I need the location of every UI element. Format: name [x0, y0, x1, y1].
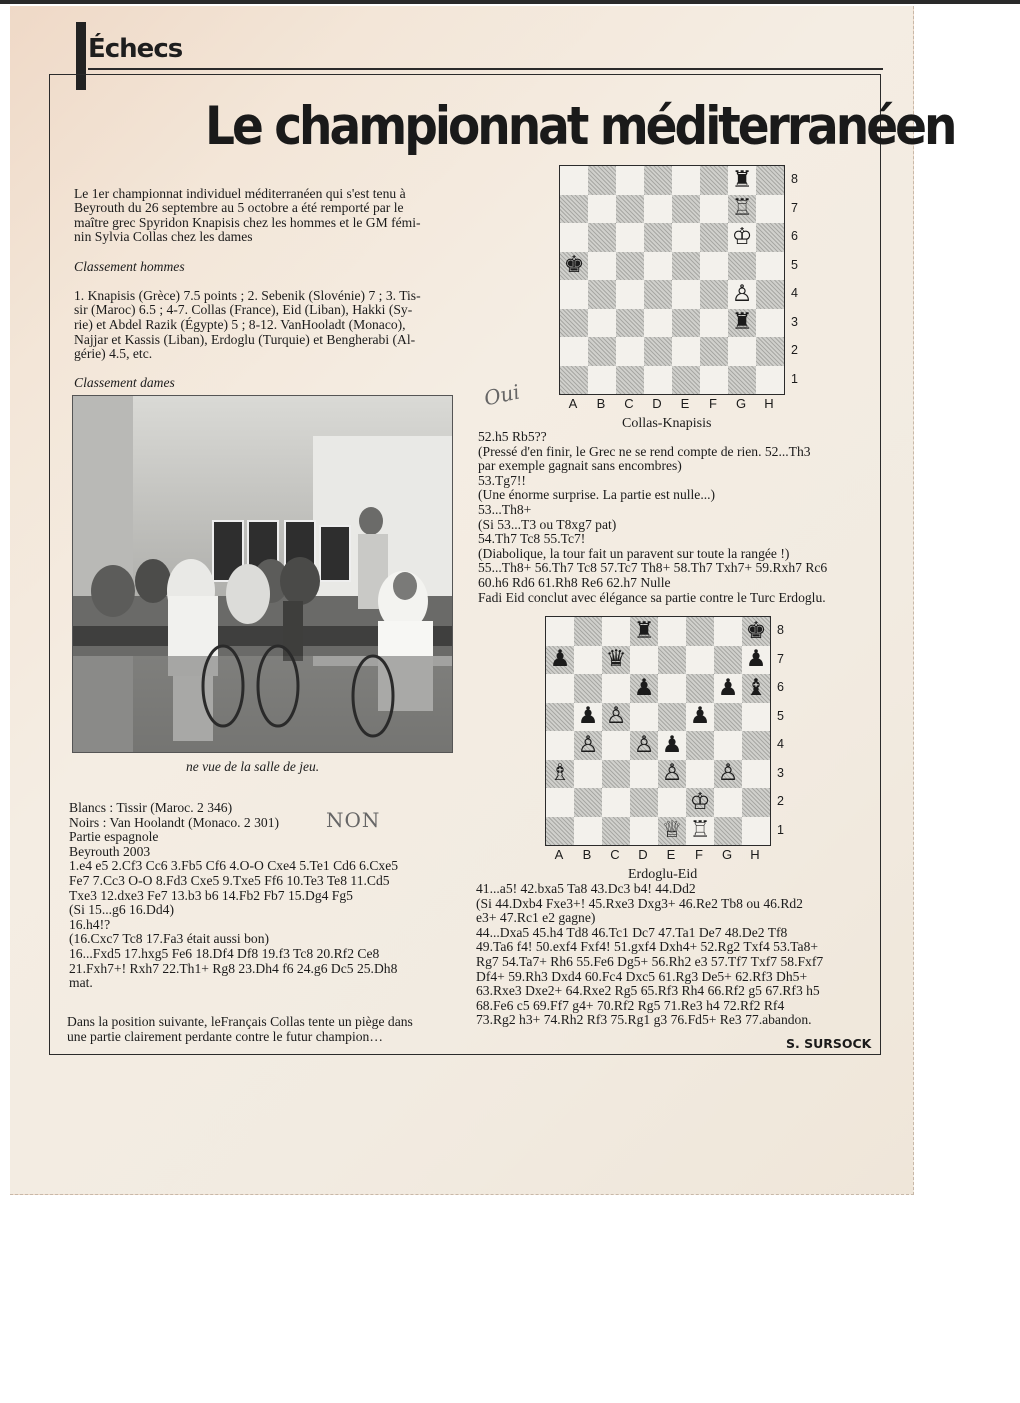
notes2-line: 44...Dxa5 45.h4 Td8 46.Tc1 Dc7 47.Ta1 De7 48.De2 Tf8 [476, 924, 788, 940]
board-square [742, 674, 770, 703]
board-square [742, 817, 770, 846]
file-label: G [721, 847, 733, 862]
board-square [560, 252, 588, 281]
board1-files [559, 396, 783, 411]
board-square [644, 252, 672, 281]
board-square [742, 760, 770, 789]
file-label: D [652, 396, 662, 411]
game1-line: Fe7 7.Cc3 O-O 8.Fd3 Cxe5 9.Txe5 Ff6 10.Te3 Te8 11.Cd5 [69, 872, 390, 888]
chess-piece-icon: ♟ [633, 674, 655, 701]
men-line: rie) et Abdel Razik (Égypte) 5 ; 8-12. VanHooladt (Monaco), [74, 316, 406, 332]
notes1-line: 52.h5 Rb5?? [478, 429, 547, 444]
board-square [686, 703, 714, 732]
board-square [658, 703, 686, 732]
board-square [672, 223, 700, 252]
board-square [560, 337, 588, 366]
board-square [714, 703, 742, 732]
board-square [756, 337, 784, 366]
board-square [616, 366, 644, 395]
board-square [728, 195, 756, 224]
notes2-line: 63.Rxe3 Dxe2+ 64.Rxe2 Rg5 65.Rf3 Rh4 66.Rf2 g5 67.Rf3 h5 [476, 983, 820, 999]
board-square [672, 166, 700, 195]
board-square [602, 646, 630, 675]
board-square [644, 280, 672, 309]
photo-illustration [73, 396, 452, 752]
rank-label: 3 [777, 765, 784, 780]
board-square [700, 223, 728, 252]
notes1-line: 53...Th8+ [478, 501, 532, 517]
chess-piece-icon: ♚ [563, 252, 585, 279]
board-square [672, 195, 700, 224]
rank-label: 3 [791, 314, 798, 329]
rank-label: 2 [791, 343, 798, 357]
game3-notes [476, 882, 880, 1028]
board-square [756, 223, 784, 252]
board-square [728, 366, 756, 395]
rank-label: 1 [777, 822, 784, 837]
section-rule [88, 68, 883, 70]
board-square [602, 731, 630, 760]
chess-piece-icon: ♔ [689, 788, 711, 815]
chess-piece-icon: ♖ [689, 817, 711, 844]
board-square [686, 674, 714, 703]
chess-piece-icon: ♙ [605, 703, 627, 730]
file-label: G [735, 396, 747, 411]
board-square [574, 788, 602, 817]
chess-piece-icon: ♜ [731, 309, 753, 336]
rank-label: 8 [791, 172, 798, 186]
chess-piece-icon: ♙ [577, 731, 599, 758]
notes1-line: (Diabolique, la tour fait un paravent sur toute la rangée !) [478, 545, 790, 561]
board-square [728, 252, 756, 281]
board-square [546, 760, 574, 789]
board-square [686, 817, 714, 846]
board-square [546, 674, 574, 703]
board-square [560, 280, 588, 309]
rank-label: 5 [777, 708, 784, 723]
board-square [616, 280, 644, 309]
board-square [658, 760, 686, 789]
file-label: E [666, 847, 676, 862]
board-square [714, 646, 742, 675]
board-square [658, 731, 686, 760]
notes2-line: 73.Rg2 h3+ 74.Rh2 Rf3 75.Rg1 g3 76.Fd5+ Re3 77.abandon. [476, 1012, 812, 1028]
notes1-line: 53.Tg7!! [478, 472, 526, 488]
board-square [546, 788, 574, 817]
women-heading: Classement dames [74, 375, 175, 391]
board-square [672, 252, 700, 281]
board-square [686, 731, 714, 760]
board-square [630, 617, 658, 646]
chess-piece-icon: ♚ [745, 617, 767, 644]
board-square [588, 309, 616, 338]
file-label: D [638, 847, 648, 862]
chess-piece-icon: ♔ [731, 223, 753, 250]
board-square [700, 195, 728, 224]
transition-text [67, 1015, 457, 1044]
file-label: A [554, 847, 564, 862]
notes1-line: 60.h6 Rd6 61.Rh8 Re6 62.h7 Nulle [478, 574, 671, 590]
rank-label: 1 [791, 371, 798, 386]
board-square [658, 674, 686, 703]
notes1-line: 54.Th7 Tc8 55.Tc7! [478, 531, 586, 547]
board-square [644, 195, 672, 224]
rank-label: 8 [777, 623, 784, 637]
board-square [700, 309, 728, 338]
file-label: H [750, 847, 760, 862]
notes1-line: (Si 53...T3 ou T8xg7 pat) [478, 516, 617, 532]
game1-line: (16.Cxc7 Tc8 17.Fa3 était aussi bon) [69, 931, 270, 947]
board-square [714, 617, 742, 646]
board-square [728, 223, 756, 252]
board-square [686, 760, 714, 789]
rank-label: 7 [777, 651, 784, 666]
board-square [588, 366, 616, 395]
board1-title: Collas-Knapisis [622, 416, 712, 431]
chessboard-erdoglu-eid [545, 616, 771, 846]
game1-line: (Si 15...g6 16.Dd4) [69, 902, 174, 918]
board-square [630, 646, 658, 675]
game2-notes [478, 430, 878, 605]
board-square [616, 223, 644, 252]
file-label: H [764, 396, 774, 411]
notes2-line: Df4+ 59.Rh3 Dxd4 60.Fc4 Dxc5 61.Rg3 De5+ 62.Rf3 Dh5+ [476, 968, 808, 984]
intro-paragraph [74, 187, 459, 245]
board-square [700, 166, 728, 195]
notes2-line: 41...a5! 42.bxa5 Ta8 43.Dc3 b4! 44.Dd2 [476, 881, 696, 896]
notes2-line: e3+ 47.Rc1 e2 gagne) [476, 910, 596, 926]
file-label: C [624, 396, 634, 411]
notes2-line: (Si 44.Dxb4 Fxe3+! 45.Rxe3 Dxg3+ 46.Re2 Tb8 ou 46.Rd2 [476, 895, 803, 911]
file-label: E [680, 396, 690, 411]
board-square [546, 731, 574, 760]
board-square [742, 646, 770, 675]
notes1-line: (Une énorme surprise. La partie est nulle...) [478, 487, 716, 503]
board-square [630, 674, 658, 703]
board-square [588, 166, 616, 195]
board-square [756, 309, 784, 338]
men-line: Najjar et Kassis (Liban), Erdoglu (Turquie) et Bengherabi (Al- [74, 331, 416, 347]
board-square [574, 703, 602, 732]
rank-label: 6 [777, 680, 784, 694]
board-square [742, 703, 770, 732]
board2-title: Erdoglu-Eid [628, 867, 698, 882]
chess-piece-icon: ♟ [689, 703, 711, 730]
board-square [560, 166, 588, 195]
board-square [602, 703, 630, 732]
handwritten-non: NON [326, 808, 381, 832]
board-square [728, 337, 756, 366]
board-square [658, 788, 686, 817]
board-square [756, 366, 784, 395]
chess-piece-icon: ♟ [661, 731, 683, 758]
board-square [588, 280, 616, 309]
intro-line: nin Sylvia Collas chez les dames [74, 229, 253, 245]
board-square [686, 788, 714, 817]
chess-piece-icon: ♖ [731, 195, 753, 222]
board2-files [545, 847, 769, 862]
intro-line: Le 1er championnat individuel méditerranéen qui s'est tenu à [74, 185, 406, 201]
board-square [616, 166, 644, 195]
photo-caption: ne vue de la salle de jeu. [186, 759, 320, 774]
board-square [686, 646, 714, 675]
board-square [658, 817, 686, 846]
board-square [574, 617, 602, 646]
chess-piece-icon: ♟ [577, 703, 599, 730]
chess-piece-icon: ♟ [745, 646, 767, 673]
rank-label: 5 [791, 257, 798, 272]
game1-line: Beyrouth 2003 [69, 843, 151, 859]
board-square [756, 280, 784, 309]
notes2-line: 49.Ta6 f4! 50.exf4 Fxf4! 51.gxf4 Dxh4+ 52.Rg2 Txf4 53.Ta8+ [476, 939, 819, 955]
intro-line: maître grec Spyridon Knapisis chez les hommes et le GM fémi- [74, 214, 421, 230]
board-square [602, 788, 630, 817]
notes2-line: 68.Fe6 c5 69.Ff7 g4+ 70.Rf2 Rg5 71.Re3 h4 72.Rf2 Rf4 [476, 997, 785, 1013]
chess-piece-icon: ♜ [633, 617, 655, 644]
board-square [728, 309, 756, 338]
men-line: 1. Knapisis (Grèce) 7.5 points ; 2. Sebenik (Slovénie) 7 ; 3. Tis- [74, 287, 421, 303]
board-square [560, 309, 588, 338]
file-label: C [610, 847, 620, 862]
board-square [728, 166, 756, 195]
board-square [756, 252, 784, 281]
board-square [560, 195, 588, 224]
section-label: Échecs [88, 34, 183, 64]
board-square [672, 309, 700, 338]
top-border [0, 0, 1020, 4]
board-square [742, 731, 770, 760]
headline: Le championnat méditerranéen [205, 96, 955, 158]
board-square [630, 817, 658, 846]
game1-line: Noirs : Van Hoolandt (Monaco. 2 301) [69, 814, 280, 830]
board-square [714, 788, 742, 817]
rank-label: 4 [777, 737, 784, 751]
game1-line: Blancs : Tissir (Maroc. 2 346) [69, 800, 233, 815]
board-square [714, 674, 742, 703]
men-line: sir (Maroc) 6.5 ; 4-7. Collas (France), Eid (Liban), Hakki (Sy- [74, 302, 413, 318]
board-square [588, 337, 616, 366]
board-square [630, 703, 658, 732]
byline: S. SURSOCK [786, 1036, 872, 1051]
board-square [714, 760, 742, 789]
board-square [630, 788, 658, 817]
board-square [644, 337, 672, 366]
notes1-line: par exemple gagnait sans encombres) [478, 458, 682, 474]
board-square [700, 366, 728, 395]
board-square [742, 617, 770, 646]
board-square [700, 280, 728, 309]
men-ranking [74, 289, 459, 362]
board-square [742, 788, 770, 817]
board-square [700, 252, 728, 281]
file-label: B [596, 396, 606, 411]
tournament-photo [72, 395, 453, 753]
game1-line: Txe3 12.dxe3 Fe7 13.b3 b6 14.Fb2 Fb7 15.Dg4 Fg5 [69, 887, 353, 903]
board-square [546, 703, 574, 732]
board-square [588, 252, 616, 281]
rank-label: 7 [791, 200, 798, 215]
board-square [602, 674, 630, 703]
game1-line: mat. [69, 975, 93, 991]
board-square [616, 309, 644, 338]
game1-line: Partie espagnole [69, 829, 159, 845]
chess-piece-icon: ♙ [633, 731, 655, 758]
game1-line: 1.e4 e5 2.Cf3 Cc6 3.Fb5 Cf6 4.O-O Cxe4 5.Te1 Cd6 6.Cxe5 [69, 858, 399, 874]
board-square [616, 195, 644, 224]
board-square [672, 366, 700, 395]
board-square [714, 817, 742, 846]
transition-line: Dans la position suivante, leFrançais Collas tente un piège dans [67, 1014, 413, 1029]
board-square [574, 674, 602, 703]
game1-line: 16.h4!? [69, 916, 111, 932]
board-square [560, 223, 588, 252]
rank-label: 4 [791, 286, 798, 300]
file-label: F [709, 396, 717, 411]
chess-piece-icon: ♙ [717, 760, 739, 787]
notes1-line: 55...Th8+ 56.Th7 Tc8 57.Tc7 Th8+ 58.Th7 Txh7+ 59.Rxh7 Rc6 [478, 560, 828, 576]
chess-piece-icon: ♙ [731, 280, 753, 307]
board-square [644, 366, 672, 395]
board-square [546, 617, 574, 646]
board-square [728, 280, 756, 309]
board-square [644, 166, 672, 195]
file-label: B [582, 847, 592, 862]
file-label: A [568, 396, 578, 411]
board-square [574, 817, 602, 846]
intro-line: Beyrouth du 26 septembre au 5 octobre a été remporté par le [74, 200, 404, 216]
handwritten-oui: Oui [481, 379, 522, 411]
chess-piece-icon: ♟ [549, 646, 571, 673]
notes1-line: Fadi Eid conclut avec élégance sa partie contre le Turc Erdoglu. [478, 589, 826, 605]
board-square [574, 760, 602, 789]
board-square [756, 195, 784, 224]
board-square [574, 646, 602, 675]
board-square [686, 617, 714, 646]
board-square [672, 280, 700, 309]
board-square [602, 617, 630, 646]
rank-label: 2 [777, 794, 784, 808]
board-square [630, 760, 658, 789]
game1-line: 16...Fxd5 17.hxg5 Fe6 18.Df4 Df8 19.f3 Tc8 20.Rf2 Ce8 [69, 945, 380, 961]
board-square [574, 731, 602, 760]
men-heading: Classement hommes [74, 258, 185, 274]
chess-piece-icon: ♕ [661, 817, 683, 844]
board-square [644, 309, 672, 338]
board-square [616, 252, 644, 281]
board-square [588, 195, 616, 224]
chess-piece-icon: ♗ [549, 760, 571, 787]
board-square [714, 731, 742, 760]
game1-text [69, 801, 454, 991]
board-square [756, 166, 784, 195]
board-square [672, 337, 700, 366]
file-label: F [695, 847, 703, 862]
board-square [616, 337, 644, 366]
board-square [546, 646, 574, 675]
men-line: gérie) 4.5, etc. [74, 346, 153, 362]
game1-line: 21.Fxh7+! Rxh7 22.Th1+ Rg8 23.Dh4 f6 24.g6 Dc5 25.Dh8 [69, 960, 398, 976]
board-square [602, 760, 630, 789]
board-square [700, 337, 728, 366]
chessboard-collas-knapisis [559, 165, 785, 395]
board-square [560, 366, 588, 395]
chess-piece-icon: ♝ [745, 674, 767, 701]
notes2-line: Rg7 54.Ta7+ Rh6 55.Fe6 Dg5+ 56.Rh2 e3 57.Tf7 Txf7 58.Fxf7 [476, 953, 824, 969]
rank-label: 6 [791, 229, 798, 243]
board-square [588, 223, 616, 252]
board-square [602, 817, 630, 846]
board-square [644, 223, 672, 252]
notes1-line: (Pressé d'en finir, le Grec ne se rend compte de rien. 52...Th3 [478, 443, 811, 459]
chess-piece-icon: ♛ [605, 646, 627, 673]
board-square [658, 617, 686, 646]
board-square [630, 731, 658, 760]
transition-line: une partie clairement perdante contre le futur champion… [67, 1028, 383, 1044]
chess-piece-icon: ♜ [731, 166, 753, 193]
board-square [658, 646, 686, 675]
board-square [546, 817, 574, 846]
chess-piece-icon: ♙ [661, 760, 683, 787]
chess-piece-icon: ♟ [717, 674, 739, 701]
